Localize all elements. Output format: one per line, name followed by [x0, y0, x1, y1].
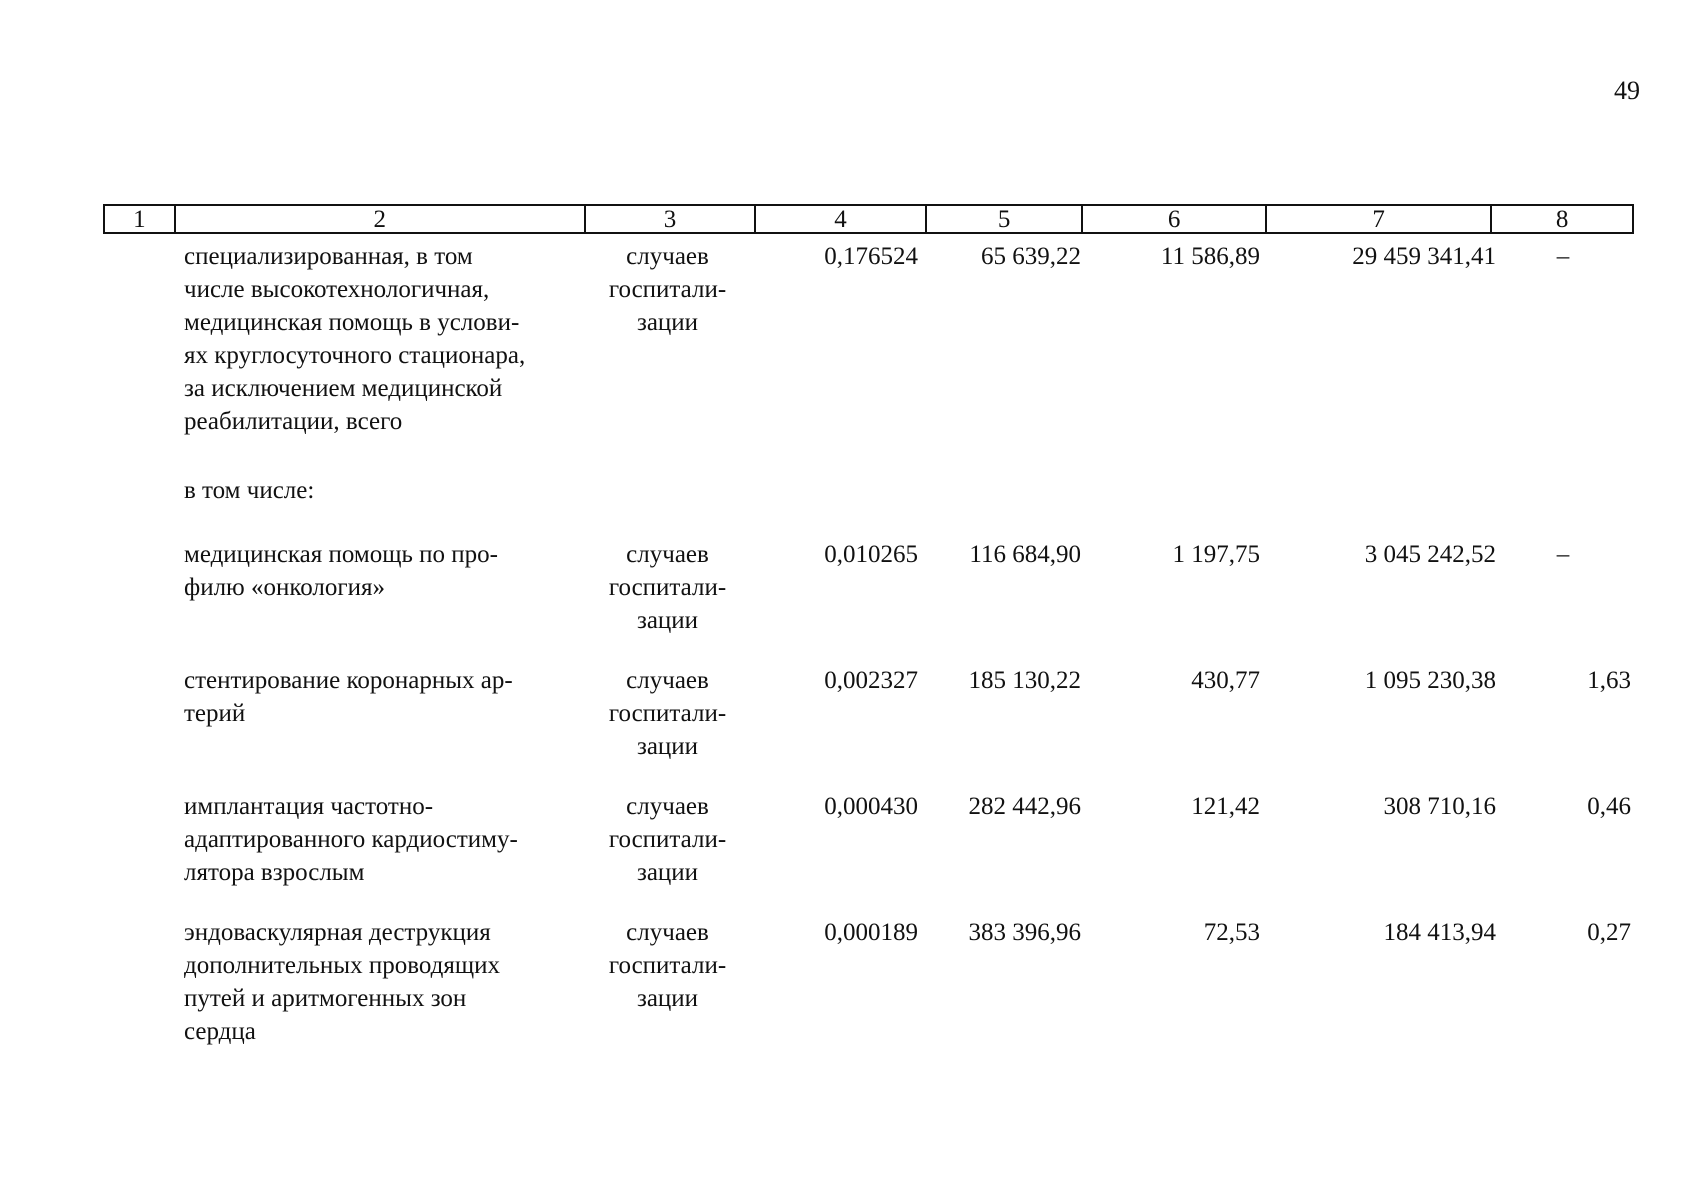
table-header-row [103, 204, 1634, 234]
row-col-7: 29 459 341,41 [1352, 243, 1496, 270]
row-unit: случаев госпитали- зации [608, 919, 727, 1012]
row-col-5: 65 639,22 [981, 243, 1081, 270]
row-col-4: 0,002327 [824, 667, 918, 694]
row-col-6: 72,53 [1203, 919, 1260, 946]
header-col-7: 7 [1267, 206, 1492, 232]
header-col-8: 8 [1555, 206, 1569, 233]
row-col-7: 3 045 242,52 [1364, 541, 1496, 568]
row-col-4: 0,176524 [824, 243, 918, 270]
row-name: имплантация частотно- адаптированного кардиостиму- лятора взрослым [184, 793, 518, 886]
row-col-4: 0,000430 [824, 793, 918, 820]
row-name: стентирование коронарных ар- терий [184, 667, 513, 727]
header-col-6: 6 [1083, 206, 1267, 232]
row-col-5: 185 130,22 [968, 667, 1081, 694]
row-col-5: 282 442,96 [968, 793, 1081, 820]
row-col-4: 0,000189 [824, 919, 918, 946]
header-col-4: 4 [756, 206, 927, 232]
header-col-2: 2 [176, 206, 586, 232]
header-col-5: 5 [927, 206, 1084, 232]
row-col-8: – [1556, 243, 1570, 270]
row-col-6: 430,77 [1191, 667, 1260, 694]
header-col-1: 1 [105, 206, 176, 232]
row-unit: случаев госпитали- зации [608, 243, 727, 336]
row-col-7: 308 710,16 [1383, 793, 1496, 820]
page-number: 49 [1614, 76, 1640, 105]
row-unit: случаев госпитали- зации [608, 541, 727, 634]
row-name: медицинская помощь по про- филю «онкология» [184, 541, 498, 601]
row-col-6: 121,42 [1191, 793, 1260, 820]
header-col-3: 3 [586, 206, 757, 232]
row-col-8: 0,27 [1587, 919, 1631, 946]
row-col-6: 11 586,89 [1160, 243, 1260, 270]
row-col-8: 0,46 [1587, 793, 1631, 820]
row-unit: случаев госпитали- зации [608, 667, 727, 760]
row-col-7: 184 413,94 [1383, 919, 1496, 946]
row-col-5: 116 684,90 [969, 541, 1081, 568]
row-col-7: 1 095 230,38 [1364, 667, 1496, 694]
subheading: в том числе: [184, 477, 315, 504]
row-unit: случаев госпитали- зации [608, 793, 727, 886]
row-col-8: – [1556, 541, 1570, 568]
row-name: специализированная, в том числе высокотехнологичная, медицинская помощь в услови- ях круглосуточного стационара, за исключением медицинской реабилитации, всего [184, 243, 526, 435]
row-name: эндоваскулярная деструкция дополнительных проводящих путей и аритмогенных зон сердца [184, 919, 500, 1045]
row-col-6: 1 197,75 [1172, 541, 1260, 568]
row-col-5: 383 396,96 [968, 919, 1081, 946]
row-col-8: 1,63 [1587, 667, 1631, 694]
row-col-4: 0,010265 [824, 541, 918, 568]
